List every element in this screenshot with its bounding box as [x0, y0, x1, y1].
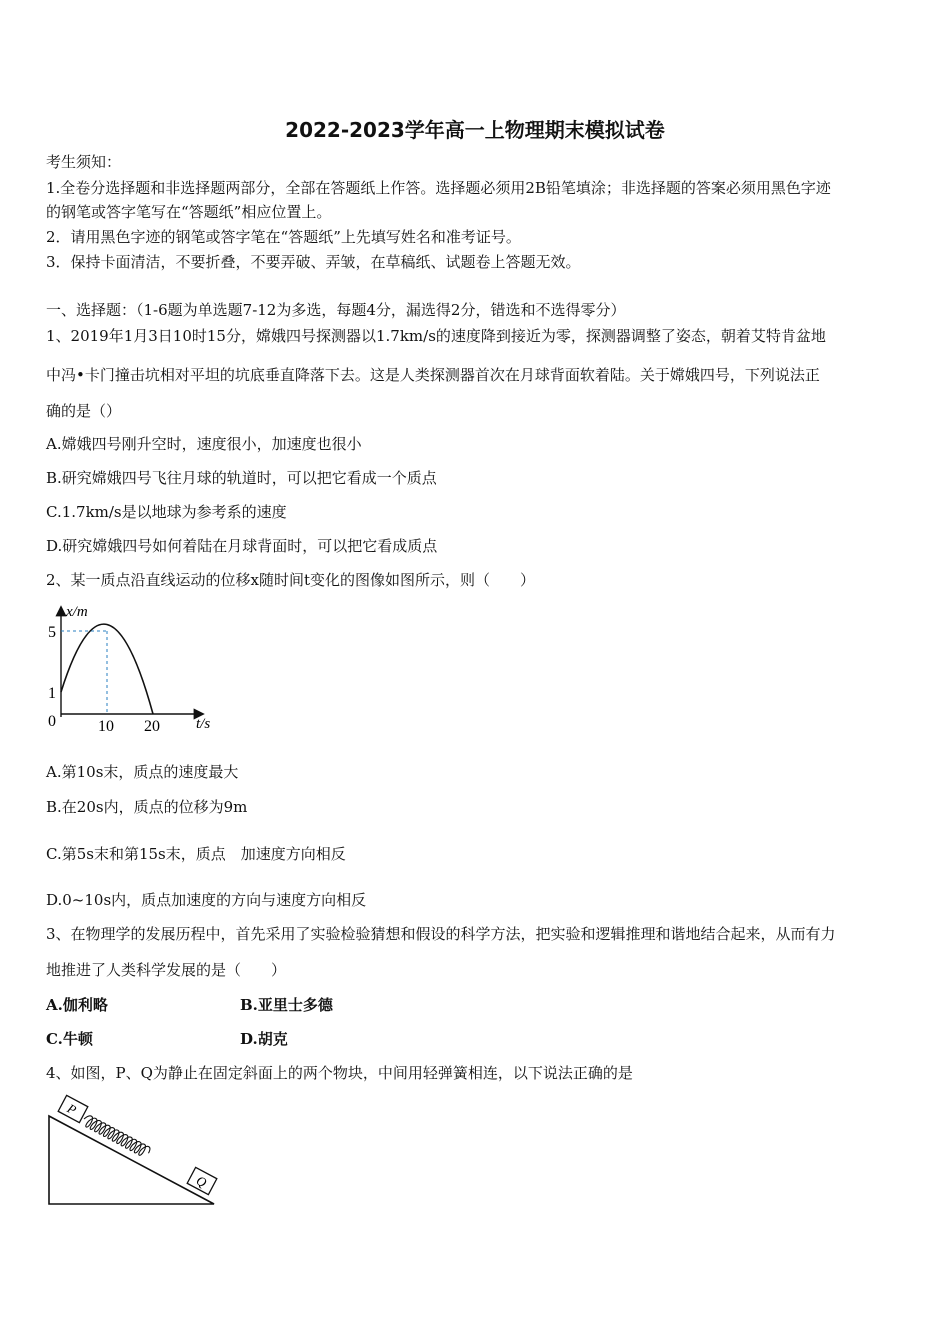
page-title: 2022-2023学年高一上物理期末模拟试卷 — [285, 118, 665, 142]
x-axis-label: t/s — [196, 716, 211, 732]
q1-option-a: A.嫦娥四号刚升空时，速度很小，加速度也很小 — [46, 435, 362, 453]
q1-stem: 确的是（） — [46, 402, 122, 420]
incline-triangle — [49, 1116, 214, 1204]
q1-stem: 中冯•卡门撞击坑相对平坦的坑底垂直降落下去。这是人类探测器首次在月球背面软着陆。关于嫦娥四号，下列说法正 — [46, 366, 820, 384]
block-p-label: P — [64, 1100, 79, 1118]
section-heading: 一、选择题：（1-6题为单选题7-12为多选，每题4分，漏选得2分，错选和不选得零分） — [46, 301, 626, 319]
q3-option-b: B.亚里士多德 — [240, 996, 333, 1014]
notice-heading: 考生须知： — [46, 153, 122, 171]
notice-item: 的钢笔或答字笔写在“答题纸”相应位置上。 — [46, 203, 332, 221]
q4-incline-figure — [44, 1094, 224, 1210]
q3-stem: 地推进了人类科学发展的是（ ） — [46, 961, 287, 979]
q3-option-d: D.胡克 — [240, 1030, 288, 1048]
q2-position-time-graph — [40, 600, 230, 740]
y-tick-5: 5 — [48, 624, 56, 641]
y-tick-1: 1 — [48, 685, 56, 702]
q2-option-c: C.第5s末和第15s末，质点 加速度方向相反 — [46, 845, 346, 863]
q1-option-b: B.研究嫦娥四号飞往月球的轨道时，可以把它看成一个质点 — [46, 469, 437, 487]
q1-option-d: D.研究嫦娥四号如何着陆在月球背面时，可以把它看成质点 — [46, 537, 438, 555]
q1-stem: 1、2019年1月3日10时15分，嫦娥四号探测器以1.7km/s的速度降到接近为零，探测器调整了姿态，朝着艾特肯盆地 — [46, 327, 826, 345]
notice-item: 3．保持卡面清洁，不要折叠，不要弄破、弄皱，在草稿纸、试题卷上答题无效。 — [46, 253, 581, 271]
q3-stem: 3、在物理学的发展历程中，首先采用了实验检验猜想和假设的科学方法，把实验和逻辑推理和谐地结合起来，从而有力 — [46, 925, 836, 943]
q1-option-c: C.1.7km/s是以地球为参考系的速度 — [46, 503, 287, 521]
q3-option-c: C.牛顿 — [46, 1030, 93, 1048]
q2-option-d: D.0~10s内，质点加速度的方向与速度方向相反 — [46, 891, 367, 909]
x-tick-20: 20 — [144, 718, 160, 735]
y-axis-label: x/m — [66, 604, 88, 620]
block-q — [187, 1167, 217, 1194]
q2-option-a: A.第10s末，质点的速度最大 — [46, 763, 239, 781]
q2-option-b: B.在20s内，质点的位移为9m — [46, 798, 248, 816]
notice-item: 2．请用黑色字迹的钢笔或答字笔在“答题纸”上先填写姓名和准考证号。 — [46, 228, 521, 246]
q3-option-a: A.伽利略 — [46, 996, 108, 1014]
block-p — [58, 1095, 88, 1122]
q4-stem: 4、如图，P、Q为静止在固定斜面上的两个物块，中间用轻弹簧相连，以下说法正确的是 — [46, 1064, 633, 1082]
notice-item: 1.全卷分选择题和非选择题两部分，全部在答题纸上作答。选择题必须用2B铅笔填涂；非选择题的答案必须用黑色字迹 — [46, 179, 831, 197]
block-q-label: Q — [193, 1172, 210, 1191]
x-tick-10: 10 — [98, 718, 114, 735]
origin-label: 0 — [48, 713, 56, 730]
q2-stem: 2、某一质点沿直线运动的位移x随时间t变化的图像如图所示，则（ ） — [46, 571, 536, 589]
